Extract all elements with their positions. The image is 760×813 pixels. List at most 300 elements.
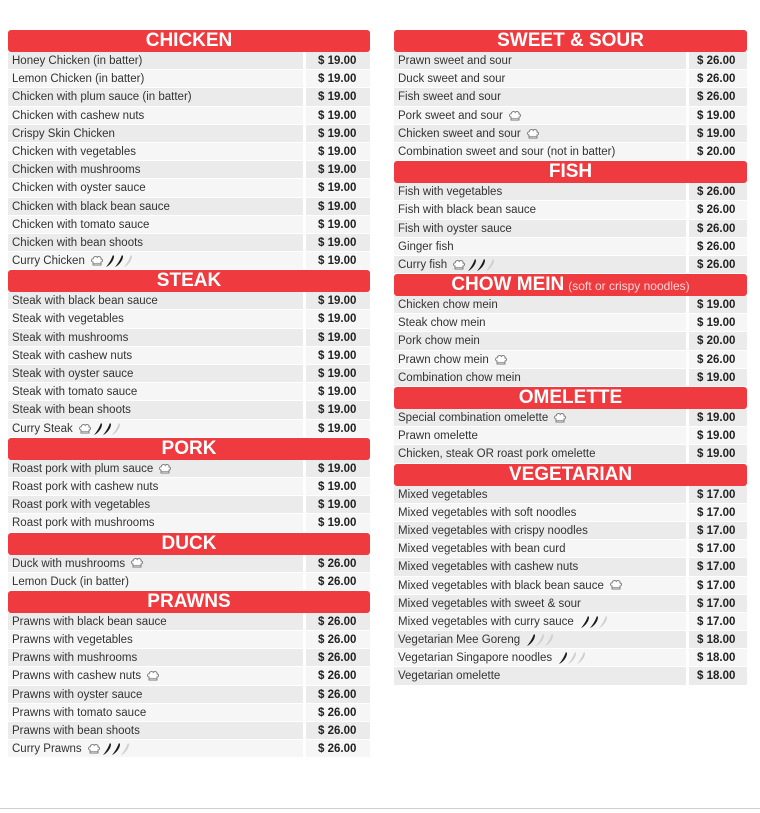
menu-item-name: Pork sweet and sour [398, 109, 503, 122]
menu-item-name: Chicken with plum sauce (in batter) [12, 91, 192, 104]
menu-item-name: Mixed vegetables with black bean sauce [398, 579, 604, 592]
menu-item-name-cell [8, 649, 303, 667]
menu-section-fish [394, 161, 747, 274]
menu-item-row [8, 310, 370, 328]
menu-item-name: Prawns with vegetables [12, 634, 133, 647]
menu-item-row [394, 613, 747, 631]
menu-item-name-cell [394, 143, 686, 161]
menu-section-steak [8, 270, 370, 438]
dish-icons [609, 578, 623, 592]
chef-hat-icon [508, 109, 522, 123]
menu-item-name-cell [394, 558, 686, 576]
section-title: OMELETTE [518, 387, 623, 408]
menu-item-name-cell [8, 52, 303, 70]
menu-item-name: Fish with black bean sauce [398, 204, 537, 217]
menu-item-name: Prawn chow mein [398, 353, 489, 366]
menu-item-row [394, 631, 747, 649]
menu-section-omelette [394, 387, 747, 464]
dish-icons [130, 556, 144, 570]
section-title: VEGETARIAN [508, 463, 633, 485]
menu-item-name-cell [394, 238, 686, 256]
menu-item-price: $ 26.00 [306, 613, 370, 631]
menu-item-name-cell [394, 256, 686, 274]
menu-item-name: Fish sweet and sour [398, 91, 501, 104]
menu-item-row [8, 347, 370, 365]
menu-item-price: $ 26.00 [689, 201, 747, 219]
section-header [8, 438, 370, 460]
dish-icons [158, 462, 172, 476]
section-header [8, 591, 370, 613]
section-title: DUCK [161, 532, 217, 554]
menu-item-row [8, 686, 370, 704]
menu-item-row [8, 555, 370, 573]
menu-item-price: $ 19.00 [306, 143, 370, 161]
menu-item-price: $ 26.00 [689, 88, 747, 106]
menu-item-name: Curry Prawns [12, 743, 82, 756]
menu-item-name: Prawn omelette [398, 430, 478, 443]
menu-item-name-cell [8, 143, 303, 161]
chilli-rating-icon [557, 651, 587, 665]
chilli-rating-icon [101, 742, 131, 756]
menu-item-row [394, 522, 747, 540]
menu-item-price: $ 19.00 [689, 369, 747, 387]
menu-item-row [8, 365, 370, 383]
menu-item-row [394, 649, 747, 667]
menu-item-name-cell [8, 347, 303, 365]
menu-item-price: $ 26.00 [306, 631, 370, 649]
dish-icons [87, 742, 131, 756]
menu-item-row [394, 504, 747, 522]
menu-item-price: $ 19.00 [689, 125, 747, 143]
menu-item-price: $ 19.00 [306, 198, 370, 216]
menu-item-name: Steak with cashew nuts [12, 349, 133, 362]
menu-item-price: $ 17.00 [689, 595, 747, 613]
menu-item-row [394, 314, 747, 332]
menu-item-row [8, 460, 370, 478]
menu-item-name-cell [394, 296, 686, 314]
chef-hat-icon [87, 742, 101, 756]
menu-item-name: Combination sweet and sour (not in batter) [398, 145, 616, 158]
menu-item-name-cell [8, 514, 303, 532]
menu-item-name-cell [8, 613, 303, 631]
section-title: SWEET & SOUR [497, 30, 644, 51]
menu-item-row [8, 704, 370, 722]
menu-item-name-cell [8, 198, 303, 216]
menu-item-name-cell [394, 522, 686, 540]
dish-icons [494, 353, 508, 367]
menu-item-price: $ 19.00 [306, 125, 370, 143]
menu-item-price: $ 19.00 [306, 161, 370, 179]
menu-item-name-cell [8, 740, 303, 758]
menu-item-name-cell [8, 329, 303, 347]
dish-icons [526, 127, 540, 141]
section-title: CHOW MEIN [451, 274, 565, 296]
menu-item-row [8, 573, 370, 591]
menu-item-name: Fish with vegetables [398, 186, 503, 199]
menu-item-name-cell [8, 555, 303, 573]
menu-item-row [394, 540, 747, 558]
menu-column-left [8, 30, 370, 758]
menu-item-row [394, 409, 747, 427]
menu-item-row [8, 631, 370, 649]
menu-item-price: $ 26.00 [306, 686, 370, 704]
menu-item-row [8, 234, 370, 252]
menu-item-name-cell [8, 704, 303, 722]
menu-item-name: Prawns with bean shoots [12, 725, 140, 737]
menu-item-name-cell [8, 107, 303, 125]
menu-item-price: $ 19.00 [306, 234, 370, 252]
menu-item-name: Steak with bean shoots [12, 404, 131, 417]
menu-item-price: $ 19.00 [306, 329, 370, 347]
menu-item-name-cell [8, 686, 303, 704]
section-subtitle: (soft or crispy noodles) [568, 279, 690, 294]
menu-item-name: Chicken with black bean sauce [12, 200, 170, 213]
menu-section-pork [8, 438, 370, 533]
dish-icons [579, 615, 609, 629]
section-header [8, 533, 370, 555]
menu-item-name: Mixed vegetables [398, 488, 488, 501]
menu-item-name: Lemon Chicken (in batter) [12, 73, 145, 86]
menu-item-price: $ 19.00 [306, 478, 370, 496]
menu-item-name-cell [394, 351, 686, 369]
menu-item-name: Roast pork with vegetables [12, 499, 151, 512]
menu-item-name: Steak with oyster sauce [12, 368, 134, 380]
menu-item-price: $ 20.00 [689, 143, 747, 161]
menu-item-name-cell [8, 401, 303, 419]
item-list [8, 52, 370, 270]
chilli-rating-icon [104, 254, 134, 268]
menu-item-price: $ 19.00 [306, 496, 370, 514]
menu-item-price: $ 17.00 [689, 577, 747, 595]
section-header [394, 161, 747, 183]
menu-column-right [394, 30, 747, 686]
menu-item-row [8, 179, 370, 197]
menu-item-name-cell [394, 595, 686, 613]
chef-hat-icon [146, 669, 160, 683]
menu-item-price: $ 18.00 [689, 667, 747, 685]
menu-item-name-cell [394, 332, 686, 350]
menu-item-row [394, 70, 747, 88]
menu-item-name: Steak with vegetables [12, 313, 124, 326]
menu-item-name-cell [394, 540, 686, 558]
menu-item-name: Lemon Duck (in batter) [12, 575, 129, 588]
menu-item-name-cell [8, 573, 303, 591]
menu-item-name: Crispy Skin Chicken [12, 127, 115, 140]
menu-item-name-cell [394, 70, 686, 88]
menu-item-row [394, 88, 747, 106]
item-list [8, 613, 370, 759]
menu-item-name: Prawn sweet and sour [398, 55, 512, 67]
menu-item-name: Duck with mushrooms [12, 557, 126, 570]
item-list [394, 486, 747, 686]
menu-item-row [8, 107, 370, 125]
chilli-rating-icon [92, 422, 122, 436]
chef-hat-icon [609, 578, 623, 592]
menu-item-row [8, 329, 370, 347]
dish-icons [508, 109, 522, 123]
menu-item-row [394, 667, 747, 685]
item-list [394, 409, 747, 464]
menu-item-price: $ 17.00 [689, 613, 747, 631]
menu-item-price: $ 26.00 [689, 52, 747, 70]
menu-item-row [394, 351, 747, 369]
menu-item-row [8, 88, 370, 106]
menu-item-price: $ 19.00 [306, 365, 370, 383]
menu-item-name-cell [394, 631, 686, 649]
menu-item-name-cell [8, 161, 303, 179]
menu-item-name: Roast pork with plum sauce [12, 462, 154, 475]
menu-item-row [394, 256, 747, 274]
menu-item-name-cell [8, 496, 303, 514]
menu-item-name-cell [8, 179, 303, 197]
menu-item-name: Chicken with oyster sauce [12, 182, 146, 195]
menu-item-name-cell [8, 460, 303, 478]
menu-item-name: Prawns with tomato sauce [12, 706, 147, 719]
menu-item-price: $ 19.00 [306, 292, 370, 310]
menu-item-row [8, 383, 370, 401]
menu-item-row [8, 161, 370, 179]
menu-item-name-cell [8, 88, 303, 106]
menu-item-name: Steak with mushrooms [12, 331, 129, 344]
menu-item-name-cell [8, 292, 303, 310]
section-header [394, 274, 747, 296]
menu-item-price: $ 17.00 [689, 504, 747, 522]
menu-item-price: $ 19.00 [306, 88, 370, 106]
menu-item-price: $ 19.00 [306, 216, 370, 234]
section-header [8, 270, 370, 292]
menu-item-price: $ 19.00 [306, 70, 370, 88]
menu-item-row [8, 401, 370, 419]
menu-item-name-cell [8, 252, 303, 270]
menu-item-name-cell [394, 201, 686, 219]
menu-item-name-cell [8, 216, 303, 234]
menu-item-row [394, 125, 747, 143]
menu-item-name: Chicken chow mein [398, 299, 498, 312]
menu-item-name-cell [394, 88, 686, 106]
menu-item-price: $ 18.00 [689, 631, 747, 649]
menu-item-price: $ 19.00 [306, 252, 370, 270]
menu-item-row [394, 577, 747, 595]
menu-item-price: $ 19.00 [306, 310, 370, 328]
menu-item-name: Ginger fish [398, 240, 454, 253]
dish-icons [553, 411, 567, 425]
menu-item-row [394, 52, 747, 70]
menu-section-duck [8, 533, 370, 591]
chilli-rating-icon [466, 258, 496, 272]
menu-item-name: Special combination omelette [398, 412, 549, 424]
menu-section-prawns [8, 591, 370, 759]
menu-item-name: Prawns with oyster sauce [12, 688, 143, 701]
menu-item-name-cell [8, 70, 303, 88]
menu-item-name-cell [394, 409, 686, 427]
menu-item-name-cell [8, 365, 303, 383]
menu-item-name: Curry Chicken [12, 255, 85, 268]
menu-item-name: Duck sweet and sour [398, 73, 506, 86]
menu-item-name-cell [394, 486, 686, 504]
menu-item-row [394, 369, 747, 387]
menu-item-row [8, 125, 370, 143]
item-list [394, 183, 747, 274]
menu-item-name-cell [8, 722, 303, 740]
menu-item-row [8, 292, 370, 310]
menu-item-name: Mixed vegetables with bean curd [398, 543, 566, 556]
menu-item-name: Chicken with mushrooms [12, 164, 141, 177]
menu-item-name-cell [394, 504, 686, 522]
dish-icons [452, 258, 496, 272]
menu-item-price: $ 19.00 [689, 296, 747, 314]
section-title: STEAK [156, 270, 222, 292]
menu-item-name: Curry Steak [12, 422, 73, 435]
bottom-divider [0, 808, 760, 809]
chef-hat-icon [553, 411, 567, 425]
chilli-rating-icon [525, 633, 555, 647]
menu-item-name-cell [8, 667, 303, 685]
menu-item-price: $ 18.00 [689, 649, 747, 667]
menu-item-name-cell [8, 383, 303, 401]
menu-item-price: $ 19.00 [306, 52, 370, 70]
menu-item-price: $ 26.00 [689, 238, 747, 256]
section-header [394, 464, 747, 486]
menu-item-price: $ 19.00 [306, 179, 370, 197]
chef-hat-icon [130, 556, 144, 570]
menu-item-price: $ 17.00 [689, 486, 747, 504]
menu-item-row [394, 143, 747, 161]
menu-item-name: Prawns with cashew nuts [12, 670, 142, 683]
menu-item-name: Chicken with vegetables [12, 145, 137, 158]
section-title: CHICKEN [145, 30, 233, 51]
menu-item-name-cell [394, 445, 686, 463]
menu-item-price: $ 17.00 [689, 558, 747, 576]
menu-item-row [394, 486, 747, 504]
menu-item-name: Vegetarian Singapore noodles [398, 652, 553, 665]
menu-item-name-cell [394, 369, 686, 387]
menu-item-price: $ 19.00 [306, 107, 370, 125]
menu-item-name-cell [394, 52, 686, 70]
menu-item-name-cell [394, 107, 686, 125]
menu-item-name: Pork chow mein [398, 335, 480, 348]
menu-item-price: $ 26.00 [306, 667, 370, 685]
menu-item-row [8, 216, 370, 234]
menu-item-name-cell [394, 314, 686, 332]
section-header [394, 30, 747, 52]
chef-hat-icon [158, 462, 172, 476]
menu-section-vegetarian [394, 464, 747, 686]
item-list [8, 292, 370, 438]
menu-item-price: $ 17.00 [689, 540, 747, 558]
menu-item-price: $ 26.00 [689, 220, 747, 238]
section-title: PRAWNS [147, 590, 231, 612]
menu-item-row [394, 183, 747, 201]
menu-item-price: $ 19.00 [689, 445, 747, 463]
menu-item-name: Combination chow mein [398, 371, 521, 384]
menu-item-row [8, 70, 370, 88]
menu-item-row [8, 478, 370, 496]
menu-item-price: $ 20.00 [689, 332, 747, 350]
menu-item-row [394, 220, 747, 238]
item-list [394, 296, 747, 387]
menu-item-name: Roast pork with mushrooms [12, 517, 155, 530]
chef-hat-icon [452, 258, 466, 272]
menu-item-row [8, 649, 370, 667]
chef-hat-icon [526, 127, 540, 141]
menu-item-price: $ 19.00 [306, 401, 370, 419]
menu-item-row [394, 595, 747, 613]
menu-item-name: Steak with tomato sauce [12, 386, 138, 399]
menu-item-name: Mixed vegetables with crispy noodles [398, 524, 588, 537]
menu-item-row [394, 296, 747, 314]
menu-item-name-cell [8, 631, 303, 649]
menu-item-price: $ 26.00 [306, 573, 370, 591]
item-list [8, 460, 370, 533]
menu-item-row [394, 558, 747, 576]
menu-item-row [394, 201, 747, 219]
menu-item-price: $ 17.00 [689, 522, 747, 540]
menu-item-row [394, 445, 747, 463]
menu-item-price: $ 19.00 [306, 420, 370, 438]
menu-item-price: $ 19.00 [306, 514, 370, 532]
menu-item-price: $ 26.00 [689, 70, 747, 88]
menu-item-price: $ 26.00 [689, 256, 747, 274]
menu-item-name-cell [8, 310, 303, 328]
menu-item-name: Honey Chicken (in batter) [12, 55, 143, 67]
chef-hat-icon [494, 353, 508, 367]
section-header [8, 30, 370, 52]
menu-item-name-cell [394, 125, 686, 143]
menu-item-name-cell [8, 125, 303, 143]
menu-item-name-cell [8, 420, 303, 438]
menu-item-name-cell [8, 234, 303, 252]
chef-hat-icon [78, 422, 92, 436]
menu-item-name-cell [394, 220, 686, 238]
menu-item-price: $ 26.00 [689, 183, 747, 201]
menu-section-chow-mein [394, 274, 747, 387]
menu-item-price: $ 19.00 [689, 314, 747, 332]
menu-item-row [394, 427, 747, 445]
menu-item-name: Steak with black bean sauce [12, 295, 158, 308]
menu-item-row [8, 722, 370, 740]
menu-item-price: $ 26.00 [306, 555, 370, 573]
menu-item-name: Mixed vegetables with curry sauce [398, 615, 574, 628]
menu-item-price: $ 26.00 [306, 704, 370, 722]
menu-item-price: $ 26.00 [306, 722, 370, 740]
menu-item-name: Curry fish [398, 258, 448, 271]
item-list [8, 555, 370, 591]
menu-item-name: Mixed vegetables with cashew nuts [398, 561, 579, 574]
menu-item-name: Chicken, steak OR roast pork omelette [398, 448, 596, 461]
menu-section-sweet-and-sour [394, 30, 747, 161]
menu-item-name: Vegetarian omelette [398, 670, 501, 683]
menu-item-row [394, 107, 747, 125]
menu-item-price: $ 19.00 [306, 383, 370, 401]
menu-item-name: Chicken with cashew nuts [12, 109, 145, 122]
dish-icons [146, 669, 160, 683]
menu-item-price: $ 26.00 [689, 351, 747, 369]
menu-item-row [8, 496, 370, 514]
menu-item-name-cell [394, 427, 686, 445]
menu-item-name: Prawns with black bean sauce [12, 615, 167, 628]
chef-hat-icon [90, 254, 104, 268]
item-list [394, 52, 747, 161]
menu-item-row [8, 740, 370, 758]
menu-item-name: Roast pork with cashew nuts [12, 480, 159, 493]
menu-item-price: $ 26.00 [306, 649, 370, 667]
section-title: FISH [548, 161, 593, 183]
menu-item-name: Chicken with bean shoots [12, 236, 144, 249]
menu-item-name-cell [8, 478, 303, 496]
section-title: PORK [161, 437, 217, 459]
menu-item-row [8, 143, 370, 161]
menu-item-row [8, 52, 370, 70]
